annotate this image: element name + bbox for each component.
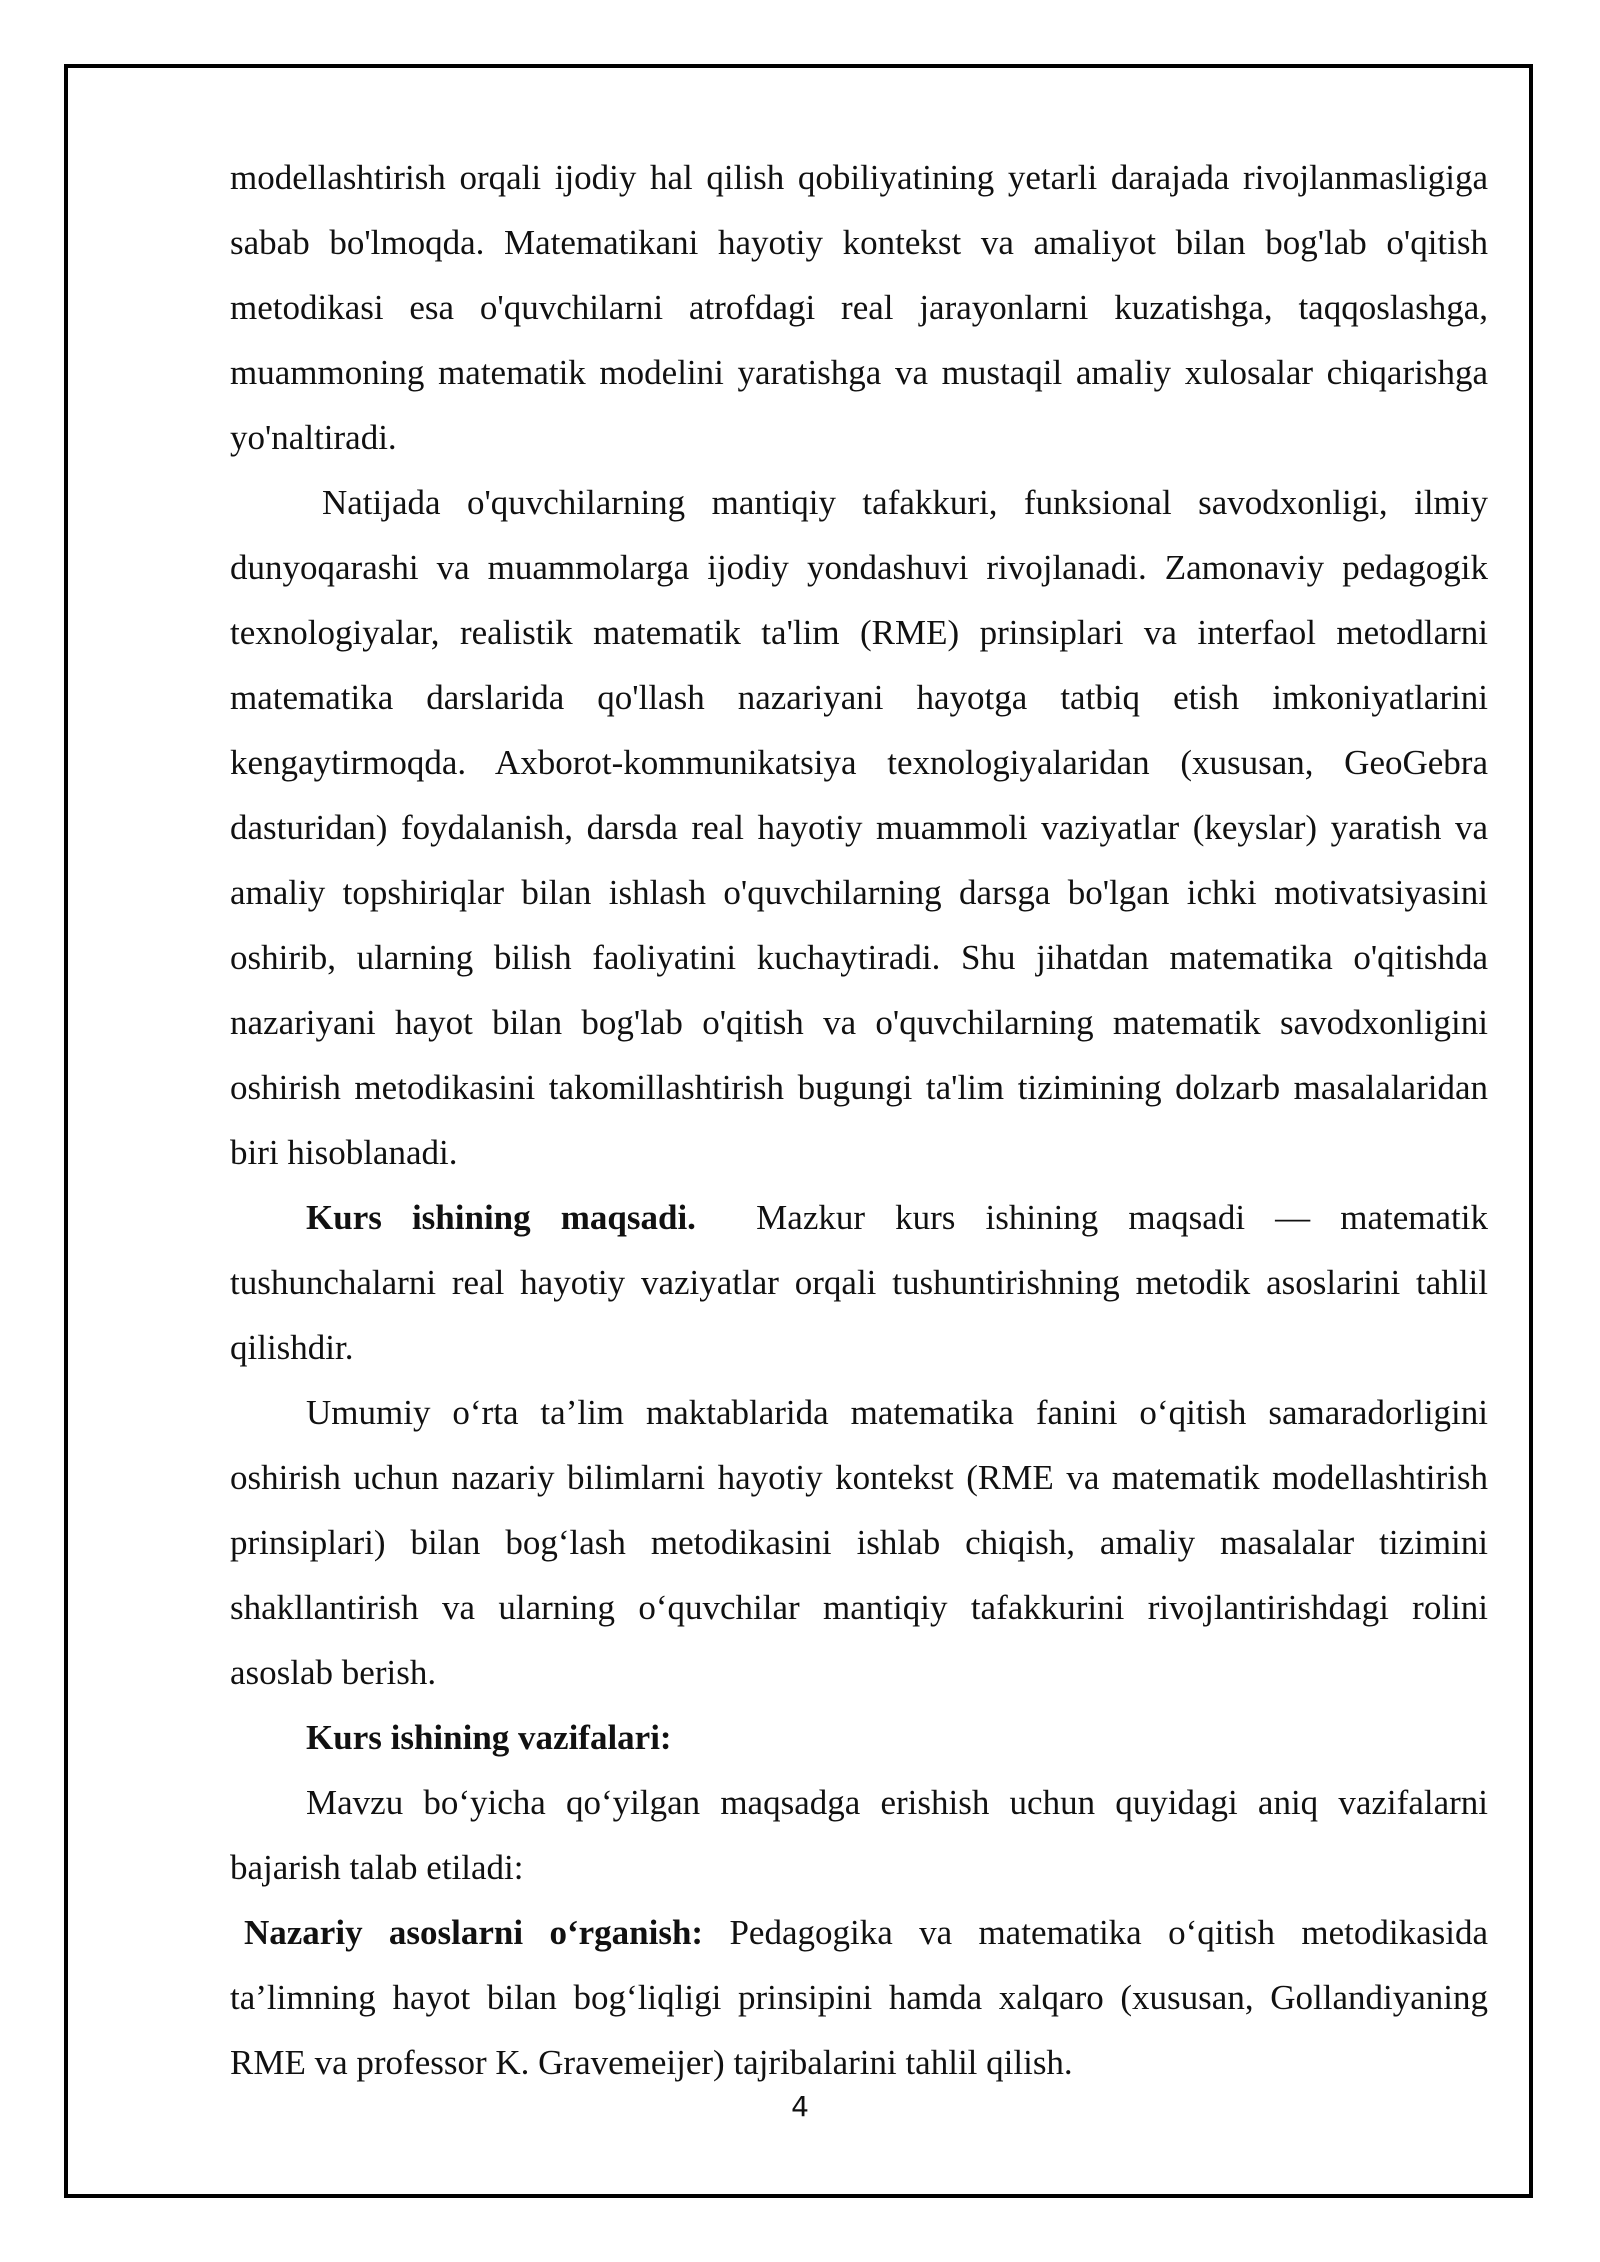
page-number: 4 xyxy=(791,2090,809,2123)
paragraph-4: Umumiy o‘rta ta’lim maktablarida matematika fanini o‘qitish samaradorligini oshirish uchun nazariy bilimlarni hayotiy kontekst (RME va matematik modellashtirish prinsiplari) bilan bog‘lash metodikasini ishlab chiqish, amaliy masalalar tizimini shakllantirish va ularning o‘quvchilar mantiqiy tafakkurini rivojlantirishdagi rolini asoslab berish. xyxy=(230,1393,1488,1692)
paragraph-goal xyxy=(230,1185,1488,1380)
document-body xyxy=(230,145,1488,2095)
paragraph-6: Mavzu bo‘yicha qo‘yilgan maqsadga erishish uchun quyidagi aniq vazifalarni bajarish talab etiladi: xyxy=(230,1783,1488,1887)
paragraph-theory xyxy=(230,1900,1488,2095)
theory-text: Pedagogika va matematika o‘qitish metodikasida ta’limning hayot bilan bog‘liqligi prinsipini hamda xalqaro (xususan, Gollandiyaning RME va professor K. Gravemeijer) tajribalarini tahlil qilish. xyxy=(230,1913,1488,2082)
goal-heading: Kurs ishining maqsadi. xyxy=(306,1198,696,1237)
paragraph-1: modellashtirish orqali ijodiy hal qilish qobiliyatining yetarli darajada rivojlanmasligiga sabab bo'lmoqda. Matematikani hayotiy kontekst va amaliyot bilan bog'lab o'qitish metodikasi esa o'quvchilarni atrofdagi real jarayonlarni kuzatishga, taqqoslashga, muammoning matematik modelini yaratishga va mustaqil amaliy xulosalar chiqarishga yo'naltiradi. xyxy=(230,158,1488,457)
paragraph-2: Natijada o'quvchilarning mantiqiy tafakkuri, funksional savodxonligi, ilmiy dunyoqarashi va muammolarga ijodiy yondashuvi rivojlanadi. Zamonaviy pedagogik texnologiyalar, realistik matematik ta'lim (RME) prinsiplari va interfaol metodlarni matematika darslarida qo'llash nazariyani hayotga tatbiq etish imkoniyatlarini kengaytirmoqda. Axborot-kommunikatsiya texnologiyalaridan (xususan, GeoGebra dasturidan) foydalanish, darsda real hayotiy muammoli vaziyatlar (keyslar) yaratish va amaliy topshiriqlar bilan ishlash o'quvchilarning darsga bo'lgan ichki motivatsiyasini oshirib, ularning bilish faoliyatini kuchaytiradi. Shu jihatdan matematika o'qitishda nazariyani hayot bilan bog'lab o'qitish va o'quvchilarning matematik savodxonligini oshirish metodikasini takomillashtirish bugungi ta'lim tizimining dolzarb masalalaridan biri hisoblanadi. xyxy=(230,483,1488,1172)
goal-text: Mazkur kurs ishining maqsadi — matematik tushunchalarni real hayotiy vaziyatlar orqali tushuntirishning metodik asoslarini tahlil qilishdir. xyxy=(230,1198,1489,1367)
theory-heading: Nazariy asoslarni o‘rganish: xyxy=(244,1913,704,1952)
tasks-heading: Kurs ishining vazifalari: xyxy=(306,1718,672,1757)
